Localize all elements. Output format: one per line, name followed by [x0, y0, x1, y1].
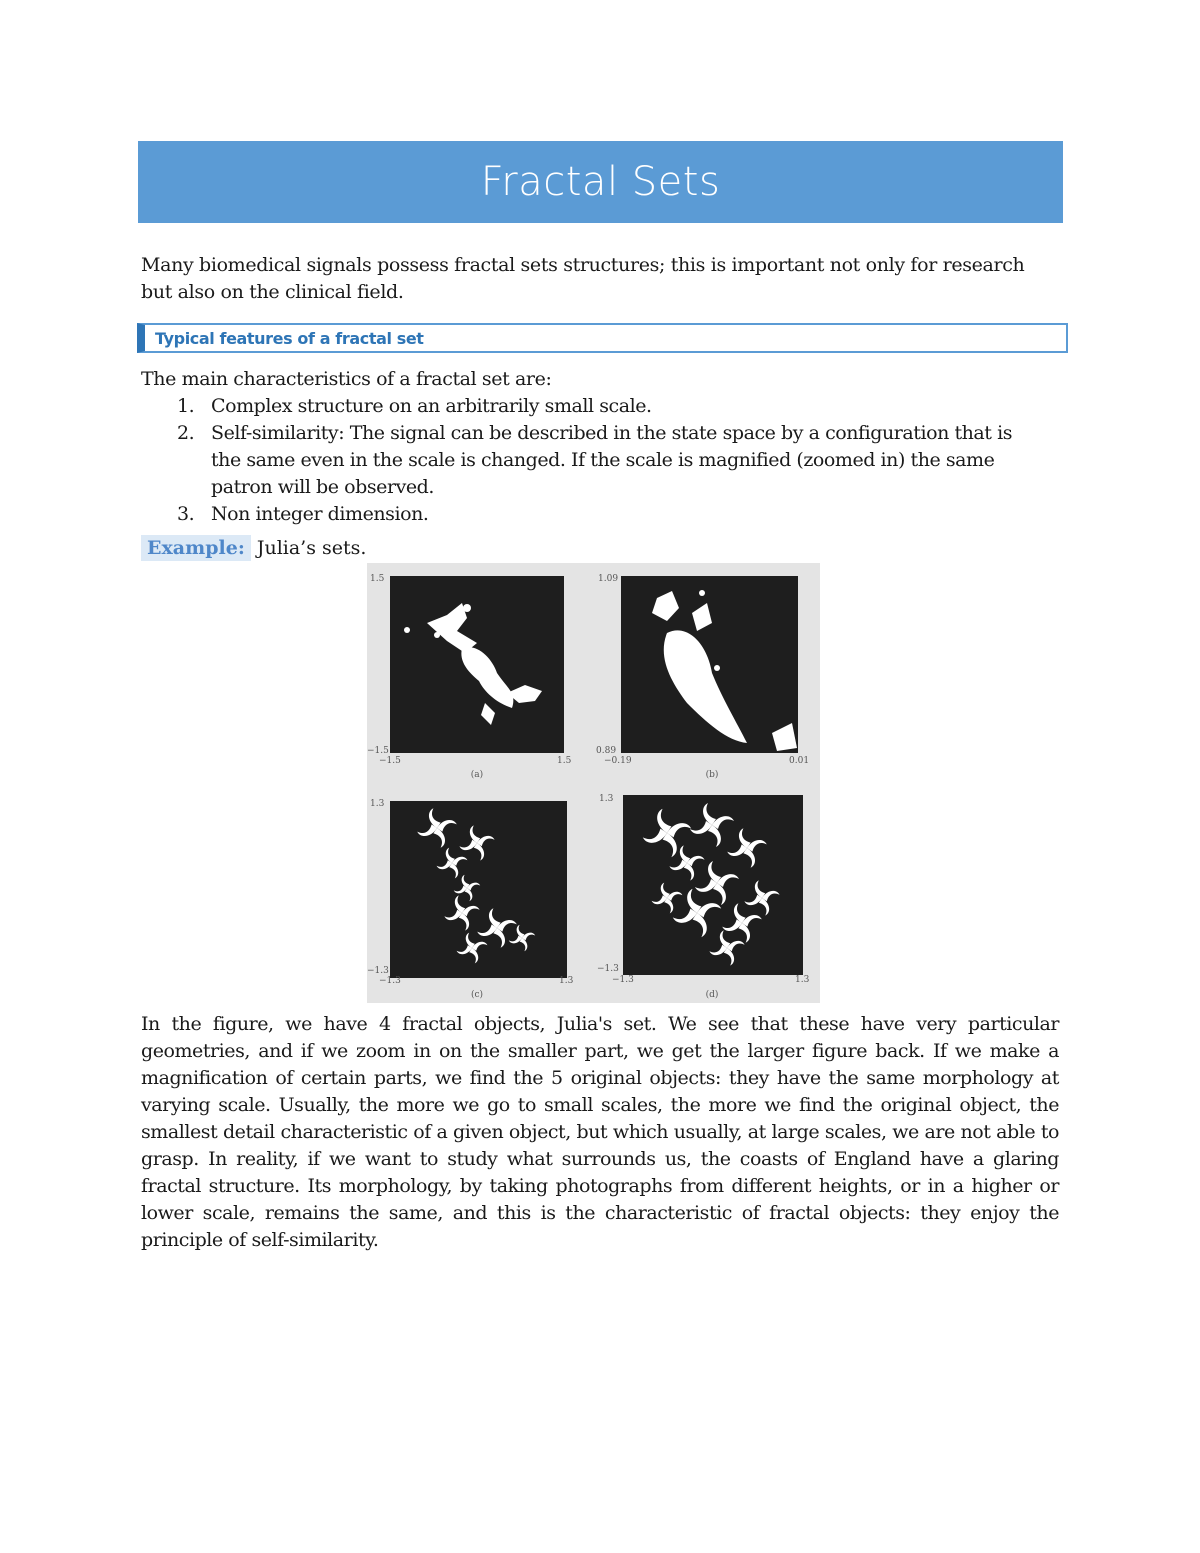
panel-a-x-left: −1.5: [379, 756, 401, 766]
list-item: [141, 393, 1041, 420]
panel-c-caption: (c): [470, 990, 484, 1000]
page-title: Fractal Sets: [480, 159, 721, 205]
panel-a-y-top: 1.5: [370, 574, 385, 584]
list-item: [141, 501, 1041, 528]
list-item-text: Complex structure on an arbitrarily small scale.: [211, 395, 652, 417]
list-item-number: 2.: [177, 422, 195, 444]
panel-a: [367, 574, 572, 780]
julia-sets-figure: [367, 563, 820, 1003]
panel-c: [367, 799, 574, 1000]
panel-a-x-right: 1.5: [557, 756, 572, 766]
list-item: [141, 420, 1041, 501]
panel-c-y-top: 1.3: [370, 799, 385, 809]
list-item-text: Self-similarity: The signal can be described in the state space by a configuration that is the same even in the scale is changed. If the scale is magnified (zoomed in) the same patron will be observed.: [211, 422, 1013, 498]
panel-b: [596, 574, 809, 780]
panel-b-x-right: 0.01: [789, 756, 810, 766]
julia-sets-image: [367, 563, 820, 1003]
characteristics-lead: The main characteristics of a fractal set are:: [141, 368, 552, 390]
panel-a-caption: (a): [470, 770, 484, 780]
panel-a-y-bottom: −1.5: [367, 746, 389, 756]
example-row: [141, 533, 366, 563]
list-item-number: 1.: [177, 395, 195, 417]
panel-c-y-bottom: −1.3: [367, 966, 389, 976]
section-heading-box: [137, 323, 1068, 353]
characteristics-list: [141, 393, 1041, 528]
panel-c-x-left: −1.3: [379, 976, 401, 986]
panel-d-x-right: 1.3: [795, 975, 810, 985]
title-banner: [138, 141, 1063, 223]
list-item-text: Non integer dimension.: [211, 503, 429, 525]
panel-b-x-left: −0.19: [604, 756, 632, 766]
intro-paragraph: Many biomedical signals possess fractal sets structures; this is important not only for research but also on the clinical field.: [141, 254, 1025, 303]
panel-b-y-bottom: 0.89: [596, 746, 617, 756]
panel-d: [597, 794, 810, 1000]
panel-c-x-right: 1.3: [559, 976, 574, 986]
body-paragraph: In the figure, we have 4 fractal objects, Julia's set. We see that these have very particular geometries, and if we zoom in on the smaller part, we get the larger figure back. If we make a magnification of certain parts, we find the 5 original objects: they have the same morphology at varying scale. Usually, the more we go to small scales, the more we find the original object, the smallest detail characteristic of a given object, but which usually, at large scales, we are not able to grasp. In reality, if we want to study what surrounds us, the coasts of England have a glaring fractal structure. Its morphology, by taking photographs from different heights, or in a higher or lower scale, remains the same, and this is the characteristic of fractal objects: they enjoy the principle of self-similarity.: [141, 1013, 1059, 1251]
example-text: Julia’s sets.: [256, 537, 367, 559]
list-item-number: 3.: [177, 503, 195, 525]
panel-d-x-left: −1.3: [612, 975, 634, 985]
section-heading: Typical features of a fractal set: [155, 328, 424, 348]
panel-b-caption: (b): [705, 770, 719, 780]
example-label: Example:: [141, 535, 251, 561]
panel-d-y-top: 1.3: [599, 794, 614, 804]
panel-d-y-bottom: −1.3: [597, 964, 619, 974]
panel-b-y-top: 1.09: [598, 574, 619, 584]
panel-d-caption: (d): [705, 990, 719, 1000]
